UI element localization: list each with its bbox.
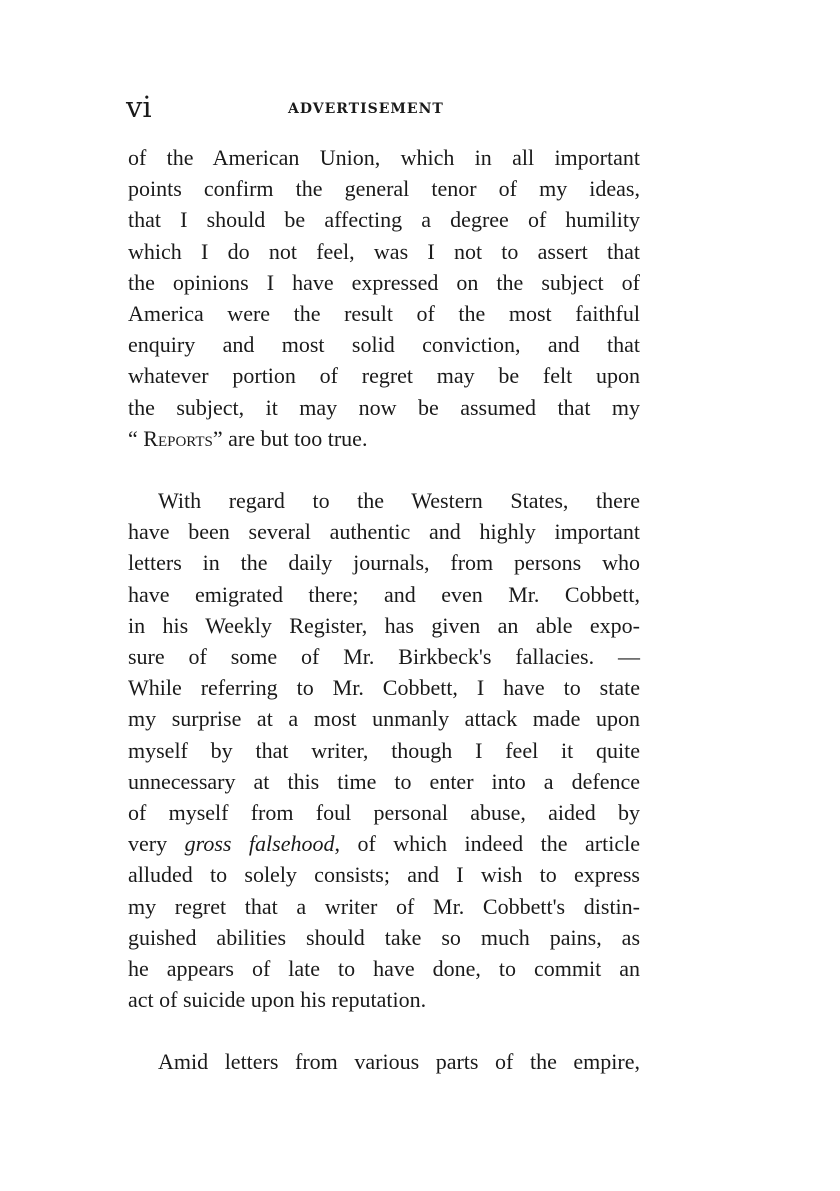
open-quote: “ [128,425,144,451]
text-line: Amid letters from various parts of the empire, [158,1049,640,1075]
paragraph-gap [128,1015,640,1046]
text-line: points confirm the general tenor of my ideas, [128,176,640,202]
text-line: that I should be affecting a degree of humility [128,207,640,233]
text-line: whatever portion of regret may be felt upon [128,363,640,389]
text-line: alluded to solely consists; and I wish to express [128,862,640,888]
text-line: myself by that writer, though I feel it quite [128,737,640,763]
text-run: , of which indeed the article [334,831,640,857]
text-line: act of suicide upon his reputation. [128,987,427,1013]
text-line: the subject, it may now be assumed that my [128,394,640,420]
paragraph-3 [128,1046,640,1077]
text-line: guished abilities should take so much pains, as [128,924,640,950]
text-line: enquiry and most solid conviction, and that [128,332,640,358]
text-line: which I do not feel, was I not to assert that [128,238,640,264]
text-line: the opinions I have expressed on the subject of [128,269,640,295]
text-run: very [128,831,185,857]
reports-title: Reports [143,425,213,451]
text-run: ” are but too true. [212,425,368,451]
page-number: vi [126,90,152,124]
paragraph-2 [128,485,640,1015]
text-line: of the American Union, which in all important [128,145,640,170]
text-line: my surprise at a most unmanly attack made upon [128,706,640,732]
text-line: With regard to the Western States, there [158,488,640,514]
paragraph-gap [128,454,640,485]
paragraph-1 [128,142,640,454]
body-text [128,142,640,1078]
text-line: in his Weekly Register, has given an able expo- [128,612,640,638]
text-line [128,828,640,859]
running-head [126,90,641,124]
italic-emphasis: gross falsehood [184,831,335,857]
running-head-title: ADVERTISEMENT [288,101,444,117]
text-line: he appears of late to have done, to commit an [128,955,640,981]
text-line: have emigrated there; and even Mr. Cobbett, [128,581,640,607]
text-line: America were the result of the most faithful [128,300,640,326]
text-line: my regret that a writer of Mr. Cobbett's distin- [128,893,640,919]
text-line: letters in the daily journals, from persons who [128,550,640,576]
text-line: of myself from foul personal abuse, aided by [128,799,640,825]
text-line: unnecessary at this time to enter into a defence [128,768,640,794]
text-line: While referring to Mr. Cobbett, I have to state [128,675,640,701]
text-line: have been several authentic and highly important [128,519,640,545]
text-line [128,423,640,454]
text-line: sure of some of Mr. Birkbeck's fallacies. — [128,644,640,669]
